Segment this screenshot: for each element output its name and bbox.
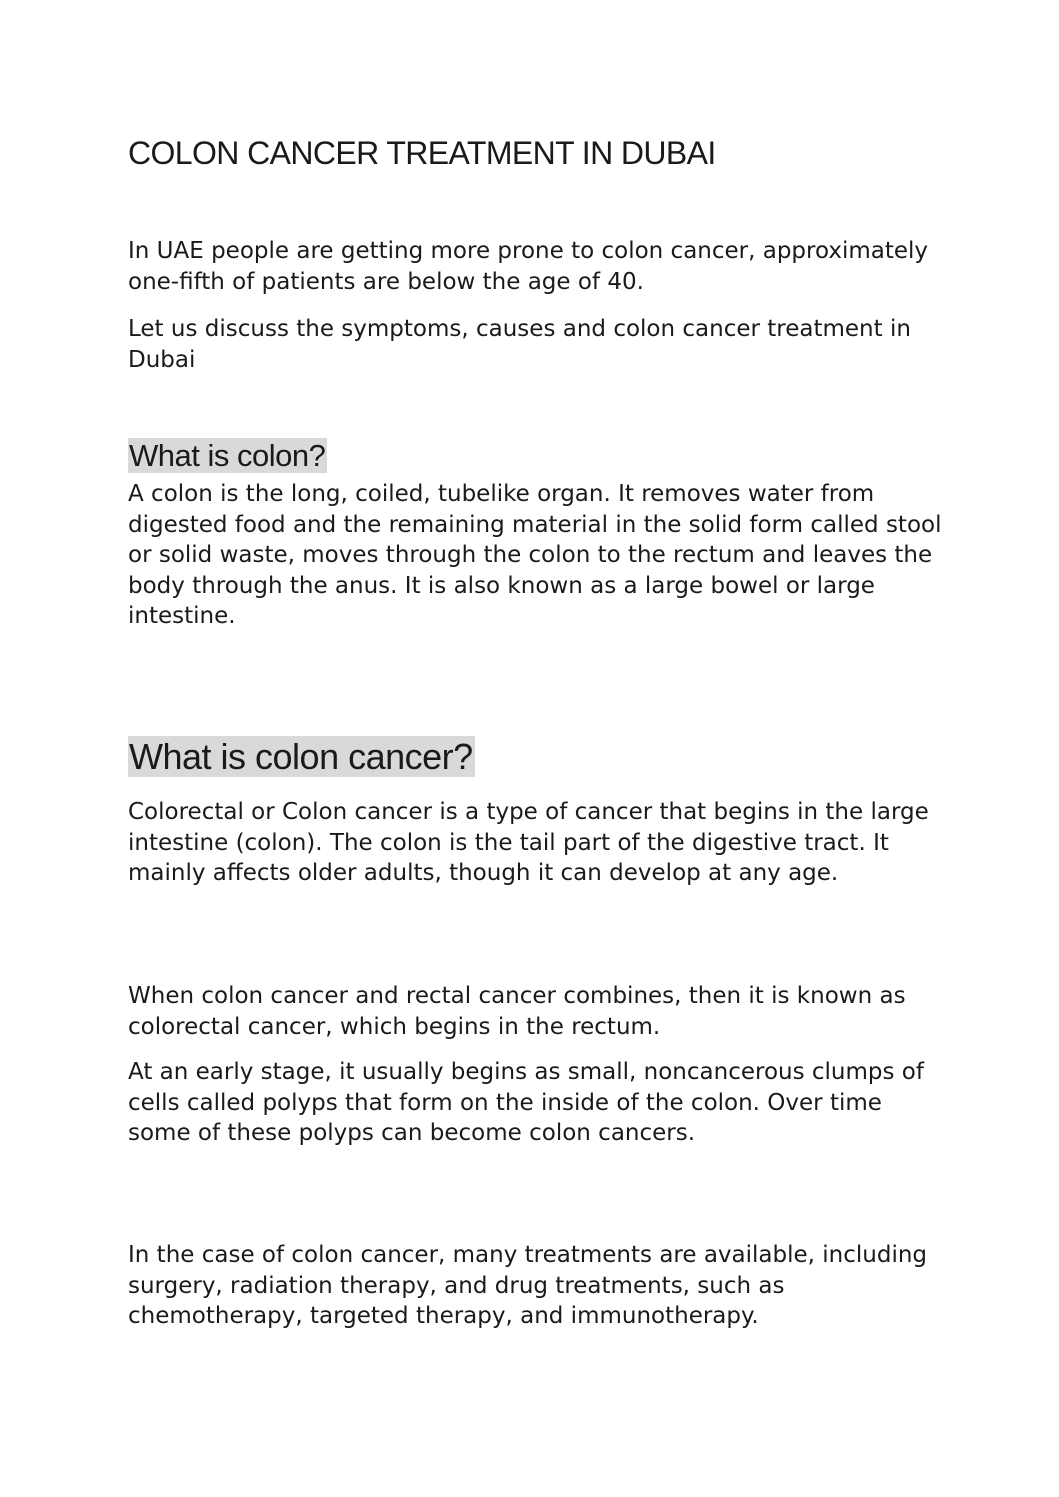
colon-definition-paragraph: A colon is the long, coiled, tubelike organ. It removes water from digested food and the remaining material in the solid form called stool or solid waste, moves through the colon to the rectum and leaves the body through the anus. It is also known as a large bowel or large intestine. (128, 481, 942, 629)
section-heading-what-is-colon-cancer (128, 735, 475, 779)
document-title: COLON CANCER TREATMENT IN DUBAI (128, 135, 716, 171)
treatments-paragraph: In the case of colon cancer, many treatments are available, including surgery, radiation therapy, and drug treatments, such as chemotherapy, targeted therapy, and immunotherapy. (128, 1242, 928, 1329)
colon-cancer-definition-paragraph: Colorectal or Colon cancer is a type of cancer that begins in the large intestine (colon). The colon is the tail part of the digestive tract. It mainly affects older adults, though it can develop at any age. (128, 799, 929, 886)
colorectal-cancer-paragraph: When colon cancer and rectal cancer combines, then it is known as colorectal cancer, which begins in the rectum. (128, 983, 906, 1040)
intro-paragraph-2: Let us discuss the symptoms, causes and colon cancer treatment in Dubai (128, 316, 911, 373)
highlighted-heading-text: What is colon cancer? (129, 736, 473, 777)
section-heading-what-is-colon (128, 436, 327, 476)
intro-paragraph-1: In UAE people are getting more prone to colon cancer, approximately one-fifth of patients are below the age of 40. (128, 238, 929, 295)
highlighted-heading-text: What is colon? (129, 438, 326, 473)
polyps-paragraph: At an early stage, it usually begins as small, noncancerous clumps of cells called polyps that form on the inside of the colon. Over time some of these polyps can become colon cancers. (128, 1059, 924, 1146)
